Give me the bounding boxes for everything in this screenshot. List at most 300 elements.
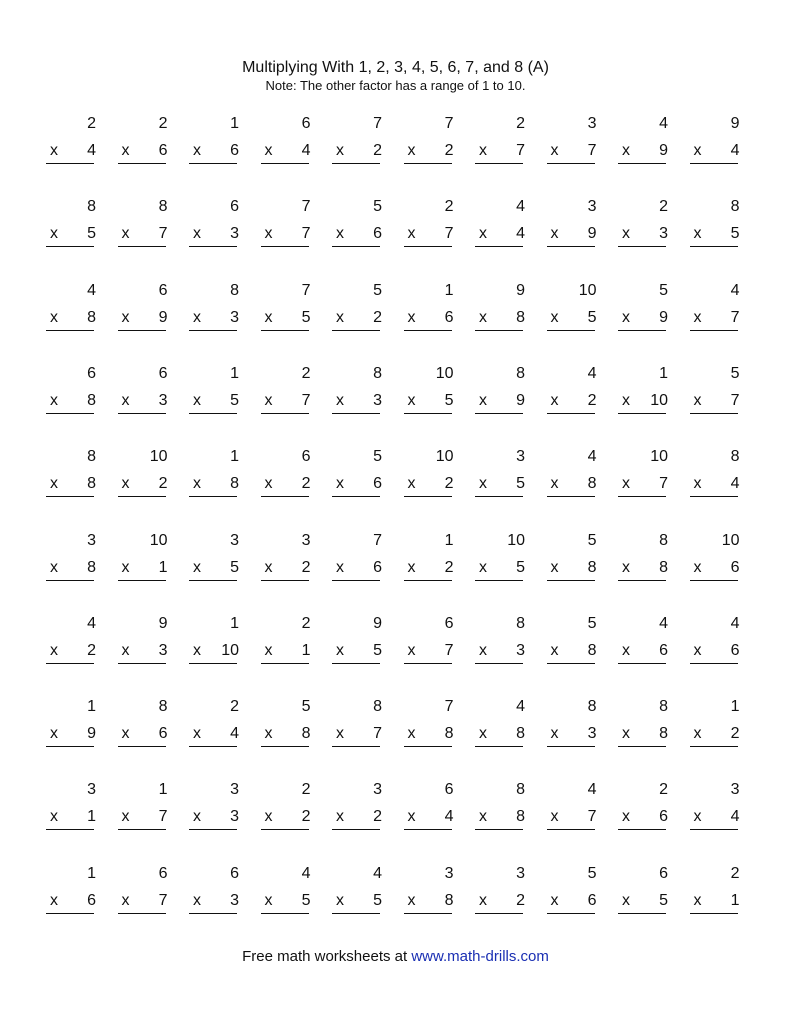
answer-line <box>404 913 452 914</box>
top-factor: 5 <box>373 448 382 466</box>
problem <box>332 781 388 833</box>
answer-line <box>690 163 738 164</box>
problem <box>404 781 460 833</box>
top-factor: 7 <box>444 698 454 716</box>
multiply-sign: x <box>336 891 344 909</box>
multiply-sign: x <box>479 308 487 326</box>
answer-line <box>118 663 166 664</box>
multiply-sign: x <box>407 391 416 409</box>
bottom-factor: 5 <box>230 391 239 409</box>
bottom-factor: 8 <box>659 558 668 576</box>
multiply-sign: x <box>693 475 702 493</box>
multiply-sign: x <box>479 558 487 576</box>
top-factor: 5 <box>587 864 597 882</box>
bottom-factor: 8 <box>587 475 597 493</box>
problem <box>332 532 388 584</box>
top-factor: 9 <box>373 614 382 632</box>
multiply-sign: x <box>50 641 58 659</box>
problem <box>547 865 603 917</box>
top-factor: 3 <box>230 781 239 799</box>
bottom-factor: 6 <box>373 475 382 493</box>
multiply-sign: x <box>407 308 416 326</box>
top-factor: 9 <box>158 614 168 632</box>
bottom-factor: 10 <box>650 391 668 409</box>
answer-line <box>332 496 380 497</box>
bottom-factor: 8 <box>444 725 454 743</box>
multiply-sign: x <box>193 891 201 909</box>
top-factor: 4 <box>87 614 96 632</box>
problem <box>332 615 388 667</box>
bottom-factor: 5 <box>301 891 311 909</box>
multiply-sign: x <box>121 391 130 409</box>
bottom-factor: 9 <box>659 142 668 159</box>
top-factor: 2 <box>87 115 96 132</box>
top-factor: 4 <box>730 281 740 299</box>
answer-line <box>547 330 595 331</box>
top-factor: 4 <box>516 198 525 216</box>
problem <box>690 865 746 917</box>
problem <box>189 781 245 833</box>
bottom-factor: 5 <box>373 641 382 659</box>
bottom-factor: 1 <box>301 641 311 659</box>
answer-line <box>46 246 94 247</box>
problem <box>404 698 460 750</box>
answer-line <box>547 829 595 830</box>
multiply-sign: x <box>622 641 630 659</box>
top-factor: 1 <box>87 864 96 882</box>
top-factor: 10 <box>149 531 168 549</box>
answer-line <box>46 330 94 331</box>
problem <box>690 448 746 500</box>
bottom-factor: 2 <box>444 558 454 576</box>
top-factor: 8 <box>373 364 382 382</box>
multiply-sign: x <box>479 391 487 409</box>
multiply-sign: x <box>193 475 201 493</box>
top-factor: 3 <box>516 448 525 466</box>
multiply-sign: x <box>121 641 130 659</box>
problem <box>118 865 174 917</box>
answer-line <box>475 746 523 747</box>
multiply-sign: x <box>50 725 58 743</box>
answer-line <box>475 663 523 664</box>
bottom-factor: 5 <box>373 891 382 909</box>
multiply-sign: x <box>121 558 130 576</box>
top-factor: 7 <box>373 531 382 549</box>
problem <box>46 615 102 667</box>
answer-line <box>261 663 309 664</box>
answer-line <box>618 413 666 414</box>
answer-line <box>475 829 523 830</box>
multiply-sign: x <box>121 725 130 743</box>
bottom-factor: 7 <box>301 225 311 243</box>
bottom-factor: 8 <box>87 558 96 576</box>
bottom-factor: 6 <box>587 891 597 909</box>
bottom-factor: 5 <box>230 558 239 576</box>
multiply-sign: x <box>407 558 416 576</box>
top-factor: 10 <box>149 448 168 466</box>
top-factor: 10 <box>435 364 454 382</box>
answer-line <box>475 163 523 164</box>
multiply-sign: x <box>264 725 273 743</box>
problem <box>261 448 317 500</box>
top-factor: 8 <box>516 781 525 799</box>
multiply-sign: x <box>193 641 201 659</box>
top-factor: 4 <box>587 448 597 466</box>
multiply-sign: x <box>550 641 559 659</box>
multiply-sign: x <box>693 725 702 743</box>
top-factor: 8 <box>659 698 668 716</box>
top-factor: 4 <box>730 614 740 632</box>
answer-line <box>618 496 666 497</box>
bottom-factor: 9 <box>158 308 168 326</box>
answer-line <box>618 580 666 581</box>
bottom-factor: 8 <box>301 725 311 743</box>
bottom-factor: 5 <box>730 225 740 243</box>
answer-line <box>332 663 380 664</box>
problem <box>475 865 531 917</box>
multiply-sign: x <box>193 725 201 743</box>
problem <box>690 698 746 750</box>
multiply-sign: x <box>336 808 344 826</box>
answer-line <box>690 746 738 747</box>
answer-line <box>189 246 237 247</box>
top-factor: 4 <box>587 781 597 799</box>
top-factor: 8 <box>587 698 597 716</box>
multiply-sign: x <box>550 142 559 159</box>
top-factor: 3 <box>230 531 239 549</box>
problem <box>118 532 174 584</box>
bottom-factor: 7 <box>158 808 168 826</box>
answer-line <box>118 246 166 247</box>
bottom-factor: 5 <box>516 475 525 493</box>
multiply-sign: x <box>407 142 416 159</box>
problem <box>618 781 674 833</box>
top-factor: 4 <box>301 864 311 882</box>
problem <box>547 448 603 500</box>
multiply-sign: x <box>264 475 273 493</box>
problem <box>547 282 603 334</box>
answer-line <box>547 246 595 247</box>
answer-line <box>332 913 380 914</box>
top-factor: 3 <box>87 781 96 799</box>
bottom-factor: 8 <box>87 308 96 326</box>
top-factor: 4 <box>516 698 525 716</box>
bottom-factor: 2 <box>373 142 382 159</box>
problem <box>46 865 102 917</box>
answer-line <box>475 330 523 331</box>
problem <box>118 282 174 334</box>
top-factor: 9 <box>730 115 740 132</box>
top-factor: 1 <box>230 115 239 132</box>
top-factor: 1 <box>158 781 168 799</box>
bottom-factor: 6 <box>158 725 168 743</box>
problem <box>404 865 460 917</box>
top-factor: 10 <box>435 448 454 466</box>
top-factor: 5 <box>301 698 311 716</box>
problem <box>46 282 102 334</box>
multiply-sign: x <box>479 725 487 743</box>
top-factor: 10 <box>721 531 740 549</box>
multiply-sign: x <box>50 808 58 826</box>
top-factor: 10 <box>507 531 525 549</box>
answer-line <box>332 829 380 830</box>
answer-line <box>618 663 666 664</box>
multiply-sign: x <box>622 308 630 326</box>
answer-line <box>46 580 94 581</box>
problem <box>332 198 388 250</box>
bottom-factor: 2 <box>373 808 382 826</box>
bottom-factor: 8 <box>230 475 239 493</box>
answer-line <box>46 413 94 414</box>
top-factor: 6 <box>444 614 454 632</box>
top-factor: 3 <box>516 864 525 882</box>
top-factor: 1 <box>230 364 239 382</box>
bottom-factor: 2 <box>301 808 311 826</box>
bottom-factor: 2 <box>158 475 168 493</box>
multiply-sign: x <box>693 891 702 909</box>
multiply-sign: x <box>193 558 201 576</box>
answer-line <box>690 496 738 497</box>
problem <box>475 365 531 417</box>
answer-line <box>404 413 452 414</box>
answer-line <box>189 163 237 164</box>
top-factor: 5 <box>659 281 668 299</box>
problem <box>46 198 102 250</box>
bottom-factor: 8 <box>587 558 597 576</box>
bottom-factor: 4 <box>516 225 525 243</box>
problem <box>547 781 603 833</box>
problem <box>261 198 317 250</box>
answer-line <box>404 330 452 331</box>
multiply-sign: x <box>193 808 201 826</box>
top-factor: 6 <box>659 864 668 882</box>
answer-line <box>261 246 309 247</box>
bottom-factor: 5 <box>87 225 96 243</box>
problem <box>618 115 674 167</box>
multiply-sign: x <box>336 641 344 659</box>
bottom-factor: 3 <box>230 891 239 909</box>
problem <box>547 615 603 667</box>
bottom-factor: 2 <box>516 891 525 909</box>
multiply-sign: x <box>550 475 559 493</box>
top-factor: 1 <box>87 698 96 716</box>
bottom-factor: 8 <box>516 308 525 326</box>
answer-line <box>332 246 380 247</box>
multiply-sign: x <box>407 891 416 909</box>
multiply-sign: x <box>622 725 630 743</box>
problem <box>404 198 460 250</box>
top-factor: 6 <box>158 364 168 382</box>
top-factor: 8 <box>158 698 168 716</box>
multiply-sign: x <box>407 808 416 826</box>
top-factor: 7 <box>301 281 311 299</box>
top-factor: 6 <box>301 115 311 132</box>
top-factor: 8 <box>730 448 740 466</box>
bottom-factor: 6 <box>373 225 382 243</box>
answer-line <box>475 496 523 497</box>
problem <box>475 198 531 250</box>
answer-line <box>261 496 309 497</box>
top-factor: 8 <box>373 698 382 716</box>
problem <box>475 781 531 833</box>
problem <box>189 865 245 917</box>
bottom-factor: 6 <box>230 142 239 159</box>
top-factor: 2 <box>301 364 311 382</box>
problem <box>332 282 388 334</box>
answer-line <box>46 163 94 164</box>
bottom-factor: 3 <box>230 225 239 243</box>
top-factor: 5 <box>730 364 740 382</box>
answer-line <box>547 580 595 581</box>
multiply-sign: x <box>479 891 487 909</box>
multiply-sign: x <box>622 558 630 576</box>
top-factor: 8 <box>87 448 96 466</box>
top-factor: 7 <box>444 115 454 132</box>
problem <box>332 365 388 417</box>
answer-line <box>261 746 309 747</box>
answer-line <box>189 663 237 664</box>
bottom-factor: 3 <box>158 641 168 659</box>
bottom-factor: 1 <box>730 891 740 909</box>
answer-line <box>547 746 595 747</box>
answer-line <box>690 413 738 414</box>
answer-line <box>118 829 166 830</box>
answer-line <box>475 246 523 247</box>
bottom-factor: 6 <box>659 641 668 659</box>
problem <box>690 781 746 833</box>
bottom-factor: 4 <box>87 142 96 159</box>
bottom-factor: 7 <box>587 808 597 826</box>
bottom-factor: 7 <box>444 225 454 243</box>
problem <box>261 698 317 750</box>
multiply-sign: x <box>693 808 702 826</box>
multiply-sign: x <box>264 891 273 909</box>
top-factor: 6 <box>158 864 168 882</box>
multiply-sign: x <box>264 391 273 409</box>
multiply-sign: x <box>479 808 487 826</box>
multiply-sign: x <box>50 308 58 326</box>
bottom-factor: 4 <box>730 475 740 493</box>
multiply-sign: x <box>336 725 344 743</box>
answer-line <box>261 330 309 331</box>
answer-line <box>189 496 237 497</box>
problem <box>618 865 674 917</box>
problem <box>118 198 174 250</box>
footer-link[interactable]: www.math-drills.com <box>411 948 549 965</box>
answer-line <box>46 913 94 914</box>
bottom-factor: 2 <box>373 308 382 326</box>
bottom-factor: 6 <box>444 308 454 326</box>
answer-line <box>189 829 237 830</box>
bottom-factor: 3 <box>230 308 239 326</box>
bottom-factor: 8 <box>587 641 597 659</box>
multiply-sign: x <box>622 808 630 826</box>
top-factor: 3 <box>587 115 597 132</box>
bottom-factor: 6 <box>730 558 740 576</box>
multiply-sign: x <box>264 558 273 576</box>
bottom-factor: 7 <box>587 142 597 159</box>
top-factor: 8 <box>87 198 96 216</box>
multiply-sign: x <box>121 142 130 159</box>
problem <box>261 781 317 833</box>
multiply-sign: x <box>693 142 702 159</box>
answer-line <box>618 163 666 164</box>
multiply-sign: x <box>550 891 559 909</box>
answer-line <box>118 580 166 581</box>
answer-line <box>118 330 166 331</box>
multiply-sign: x <box>193 391 201 409</box>
top-factor: 2 <box>516 115 525 132</box>
top-factor: 3 <box>373 781 382 799</box>
bottom-factor: 3 <box>587 725 597 743</box>
bottom-factor: 7 <box>301 391 311 409</box>
problem <box>189 532 245 584</box>
bottom-factor: 6 <box>373 558 382 576</box>
problem <box>547 198 603 250</box>
problem <box>189 615 245 667</box>
bottom-factor: 3 <box>230 808 239 826</box>
multiply-sign: x <box>193 308 201 326</box>
problem <box>404 115 460 167</box>
top-factor: 5 <box>373 198 382 216</box>
top-factor: 3 <box>87 531 96 549</box>
problem <box>332 865 388 917</box>
bottom-factor: 10 <box>221 641 239 659</box>
problem <box>261 282 317 334</box>
problem <box>46 532 102 584</box>
top-factor: 8 <box>516 614 525 632</box>
top-factor: 6 <box>444 781 454 799</box>
bottom-factor: 2 <box>730 725 740 743</box>
bottom-factor: 4 <box>730 808 740 826</box>
problem <box>118 448 174 500</box>
bottom-factor: 1 <box>87 808 96 826</box>
answer-line <box>189 913 237 914</box>
answer-line <box>690 246 738 247</box>
problem <box>118 698 174 750</box>
multiply-sign: x <box>336 558 344 576</box>
bottom-factor: 2 <box>301 558 311 576</box>
footer <box>0 948 791 966</box>
answer-line <box>547 163 595 164</box>
multiply-sign: x <box>622 142 630 159</box>
bottom-factor: 7 <box>158 225 168 243</box>
top-factor: 8 <box>516 364 525 382</box>
problem <box>332 448 388 500</box>
problem <box>547 698 603 750</box>
bottom-factor: 6 <box>659 808 668 826</box>
multiply-sign: x <box>407 225 416 243</box>
top-factor: 10 <box>578 281 597 299</box>
answer-line <box>475 413 523 414</box>
multiply-sign: x <box>407 725 416 743</box>
top-factor: 6 <box>230 198 239 216</box>
multiply-sign: x <box>550 725 559 743</box>
bottom-factor: 3 <box>373 391 382 409</box>
answer-line <box>189 413 237 414</box>
top-factor: 1 <box>659 364 668 382</box>
answer-line <box>332 413 380 414</box>
answer-line <box>404 663 452 664</box>
top-factor: 2 <box>730 864 740 882</box>
answer-line <box>46 663 94 664</box>
bottom-factor: 4 <box>301 142 311 159</box>
top-factor: 3 <box>587 198 597 216</box>
multiply-sign: x <box>479 225 487 243</box>
bottom-factor: 8 <box>87 475 96 493</box>
problem <box>475 698 531 750</box>
problem <box>404 532 460 584</box>
